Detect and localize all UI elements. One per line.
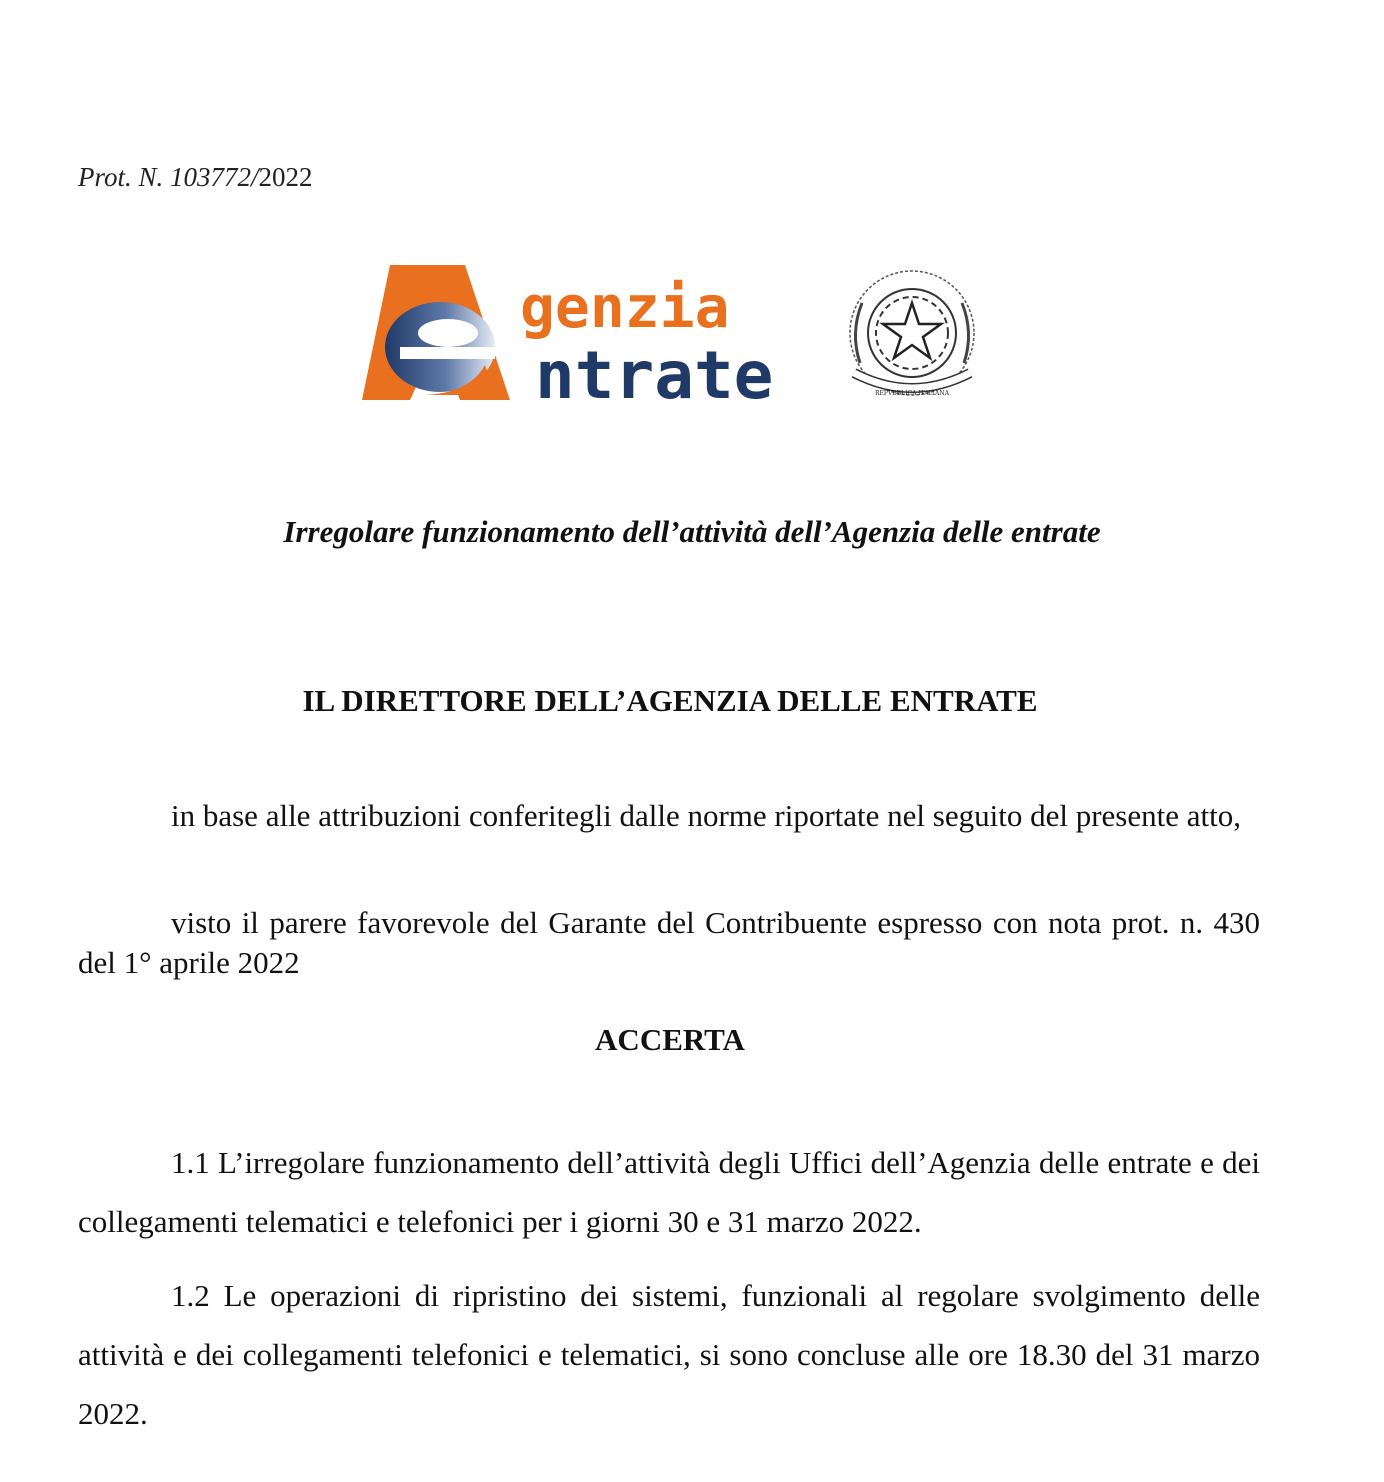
director-heading: IL DIRETTORE DELL’AGENZIA DELLE ENTRATE [302, 683, 1038, 718]
paragraph-attribuzioni: in base alle attribuzioni conferitegli dalle norme riportate nel seguito del presente atto, [171, 798, 1241, 833]
logo-graphic [360, 255, 980, 410]
protocol-year: 2022 [258, 162, 313, 192]
agenzia-entrate-logo [360, 255, 980, 410]
seal-text: REPVBBLICA ITALIANA [875, 390, 949, 397]
republic-emblem-icon [850, 271, 974, 395]
protocol-label: Prot. N. 103772/ [78, 162, 259, 192]
item-1-1: 1.1 L’irregolare funzionamento dell’attività degli Uffici dell’Agenzia delle entrate e dei collegamenti telematici e telefonici per i giorni 30 e 31 marzo 2022. [78, 1145, 1260, 1239]
accerta-heading: ACCERTA [595, 1022, 745, 1057]
logo-text-ntrate: ntrate [535, 337, 774, 410]
document-title: Irregolare funzionamento dell’attività dell’Agenzia delle entrate [283, 514, 1101, 549]
item-1-2: 1.2 Le operazioni di ripristino dei sistemi, funzionali al regolare svolgimento delle attività e dei collegamenti telefonici e telematici, si sono concluse alle ore 18.30 del 31 marzo 2022. [78, 1278, 1260, 1431]
protocol-number [78, 162, 313, 193]
paragraph-parere: visto il parere favorevole del Garante del Contribuente espresso con nota prot. n. 430 del 1° aprile 2022 [78, 905, 1260, 980]
logo-text-genzia: genzia [520, 273, 730, 341]
